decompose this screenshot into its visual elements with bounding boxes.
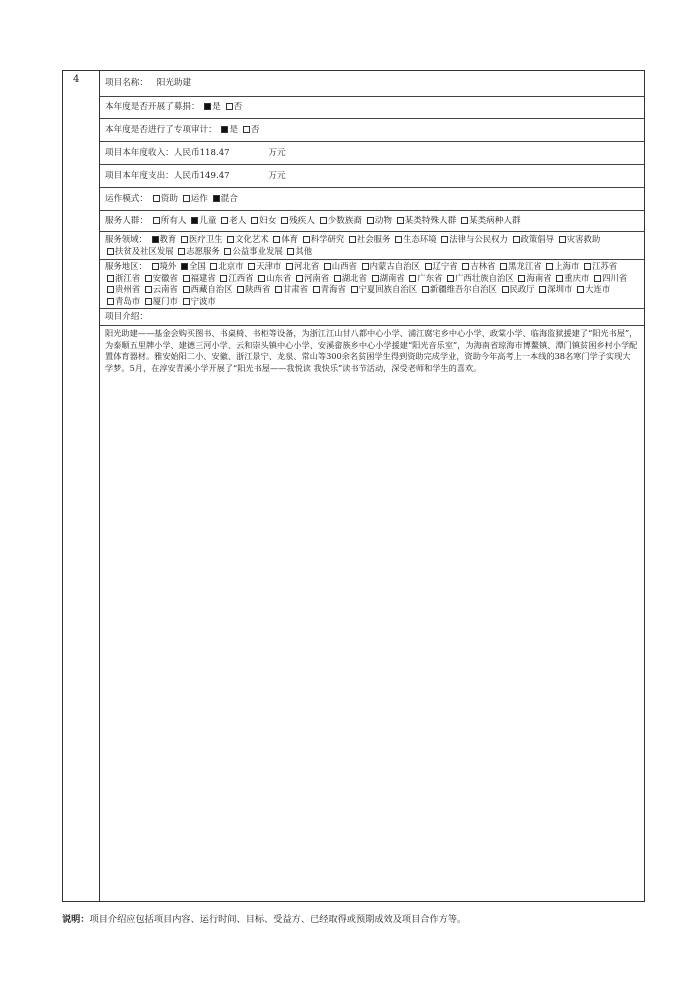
service-region-option-label: 厦门市 bbox=[152, 295, 178, 306]
service-region-option[interactable] bbox=[445, 273, 514, 283]
service-field-option[interactable] bbox=[225, 234, 269, 244]
footnote-text: 项目介绍应包括项目内容、运行时间、目标、受益方、已经取得或预期成效及项目合作方等。 bbox=[89, 914, 467, 925]
expense-row bbox=[105, 170, 286, 182]
checkbox-empty-icon bbox=[320, 217, 327, 224]
service-field-row bbox=[105, 234, 640, 257]
row-divider bbox=[100, 259, 644, 260]
service-population-option[interactable] bbox=[189, 216, 216, 226]
service-field-option-label: 生态环境 bbox=[403, 234, 437, 244]
checkbox-checked-icon bbox=[191, 217, 198, 224]
service-field-option[interactable] bbox=[511, 234, 555, 244]
service-field-option-label: 法律与公民权力 bbox=[449, 234, 508, 244]
service-region-option[interactable] bbox=[420, 284, 497, 294]
checkbox-empty-icon bbox=[556, 275, 563, 282]
service-region-option-label: 山东省 bbox=[266, 272, 292, 283]
service-region-option[interactable] bbox=[370, 273, 405, 283]
service-region-option[interactable] bbox=[150, 261, 177, 271]
service-region-option-label: 河北省 bbox=[293, 261, 320, 271]
service-region-option[interactable] bbox=[181, 273, 216, 283]
service-region-label: 服务地区： bbox=[105, 261, 147, 271]
service-region-option-label: 全国 bbox=[188, 261, 206, 271]
row-divider bbox=[100, 164, 644, 165]
checkbox-empty-icon bbox=[107, 248, 114, 255]
service-region-option-label: 安徽省 bbox=[152, 272, 178, 283]
service-region-option-label: 西藏自治区 bbox=[190, 284, 233, 294]
service-field-option-label: 扶贫及社区发展 bbox=[115, 245, 174, 256]
service-region-option-label: 吉林省 bbox=[470, 261, 496, 271]
service-region-option[interactable] bbox=[179, 261, 206, 271]
checkbox-checked-icon bbox=[204, 103, 211, 110]
checkbox-empty-icon bbox=[594, 275, 601, 282]
checkbox-empty-icon bbox=[546, 263, 553, 270]
service-region-option[interactable] bbox=[500, 284, 535, 294]
project-name-row bbox=[105, 77, 191, 89]
service-region-option[interactable] bbox=[311, 284, 346, 294]
service-region-option[interactable] bbox=[246, 261, 281, 271]
service-region-option[interactable] bbox=[273, 284, 308, 294]
expense-unit: 万元 bbox=[268, 171, 286, 181]
service-field-option[interactable] bbox=[557, 234, 601, 244]
service-region-option-label: 宁波市 bbox=[190, 295, 216, 306]
service-population-option-label: 妇女 bbox=[259, 216, 277, 226]
service-region-option-label: 浙江省 bbox=[115, 272, 141, 283]
checkbox-empty-icon bbox=[502, 286, 509, 293]
service-population-option-label: 所有人 bbox=[160, 216, 187, 226]
service-region-option[interactable] bbox=[575, 284, 610, 294]
service-population-option[interactable] bbox=[151, 216, 187, 226]
checkbox-empty-icon bbox=[251, 217, 258, 224]
operation-mode-option[interactable]: 资助 bbox=[151, 194, 178, 204]
service-region-option[interactable] bbox=[143, 273, 178, 283]
service-region-option[interactable] bbox=[360, 261, 420, 271]
checkbox-empty-icon bbox=[275, 286, 282, 293]
row-divider bbox=[100, 308, 644, 309]
checkbox-empty-icon bbox=[281, 217, 288, 224]
service-field-option[interactable] bbox=[150, 234, 177, 244]
service-region-option-label: 辽宁省 bbox=[432, 261, 458, 271]
row-divider bbox=[100, 141, 644, 142]
checkbox-checked-icon bbox=[181, 263, 188, 270]
service-region-option-label: 山西省 bbox=[331, 261, 357, 271]
service-region-option-label: 新疆维吾尔自治区 bbox=[429, 284, 497, 294]
income-amount: 118.47 bbox=[199, 148, 230, 158]
service-population-option-label: 动物 bbox=[374, 216, 392, 226]
service-population-option[interactable] bbox=[249, 216, 276, 226]
service-field-option-label: 其他 bbox=[295, 245, 313, 256]
service-region-option-label: 江苏省 bbox=[592, 261, 618, 271]
checkbox-empty-icon bbox=[397, 217, 404, 224]
checkbox-empty-icon bbox=[178, 248, 185, 255]
service-region-option[interactable] bbox=[284, 261, 319, 271]
checkbox-empty-icon bbox=[287, 248, 294, 255]
service-population-option-label: 儿童 bbox=[199, 216, 217, 226]
service-field-option-label: 体育 bbox=[281, 234, 299, 244]
service-region-option-label: 内蒙古自治区 bbox=[369, 261, 420, 271]
checkbox-empty-icon bbox=[224, 248, 231, 255]
fundraising-row bbox=[105, 101, 242, 113]
service-region-option-label: 海南省 bbox=[526, 272, 552, 283]
checkbox-empty-icon bbox=[324, 263, 331, 270]
checkbox-empty-icon bbox=[425, 263, 432, 270]
checkbox-empty-icon bbox=[462, 263, 469, 270]
service-region-option[interactable] bbox=[498, 261, 542, 271]
checkbox-empty-icon bbox=[500, 263, 507, 270]
row-divider bbox=[100, 118, 644, 119]
service-population-option[interactable] bbox=[219, 216, 246, 226]
project-name-value: 阳光助建 bbox=[156, 78, 192, 88]
service-field-option-label: 科学研究 bbox=[310, 234, 345, 244]
income-unit: 万元 bbox=[268, 148, 286, 158]
service-region-option-label: 河南省 bbox=[303, 272, 330, 283]
service-region-option[interactable] bbox=[294, 273, 329, 283]
expense-currency: 人民币 bbox=[173, 171, 200, 181]
checkbox-empty-icon bbox=[107, 298, 114, 305]
project-table bbox=[62, 70, 645, 902]
checkbox-empty-icon bbox=[153, 217, 160, 224]
service-region-option-label: 广东省 bbox=[417, 272, 443, 283]
fundraising-label: 本年度是否开展了募捐： bbox=[105, 102, 200, 112]
checkbox-checked-icon bbox=[152, 236, 159, 243]
checkbox-empty-icon bbox=[367, 217, 374, 224]
checkbox-empty-icon bbox=[145, 275, 152, 282]
checkbox-empty-icon bbox=[559, 236, 566, 243]
service-field-option[interactable] bbox=[301, 234, 345, 244]
service-field-option-label: 政策倡导 bbox=[520, 234, 555, 244]
service-field-option[interactable] bbox=[271, 234, 298, 244]
row-divider bbox=[100, 187, 644, 188]
income-currency: 人民币 bbox=[173, 148, 200, 158]
checkbox-empty-icon bbox=[422, 286, 429, 293]
service-region-option-label: 福建省 bbox=[190, 272, 216, 283]
service-region-option[interactable] bbox=[554, 273, 589, 283]
checkbox-empty-icon bbox=[183, 275, 190, 282]
operation-mode-option[interactable]: 运作 bbox=[181, 194, 208, 204]
service-region-option-label: 上海市 bbox=[554, 261, 580, 271]
service-field-option-label: 灾害救助 bbox=[566, 234, 601, 244]
service-population-row bbox=[105, 215, 521, 227]
service-region-option[interactable] bbox=[208, 261, 243, 271]
service-population-option[interactable] bbox=[365, 216, 392, 226]
checkbox-empty-icon bbox=[461, 217, 468, 224]
footnote-label: 说明： bbox=[62, 914, 90, 925]
checkbox-empty-icon bbox=[220, 275, 227, 282]
service-region-option[interactable] bbox=[544, 261, 579, 271]
service-region-option[interactable] bbox=[143, 284, 178, 294]
checkbox-empty-icon bbox=[584, 263, 591, 270]
checkbox-empty-icon bbox=[349, 236, 356, 243]
service-region-option-label: 境外 bbox=[159, 261, 177, 271]
checkbox-empty-icon bbox=[362, 263, 369, 270]
income-label: 项目本年度收入： bbox=[105, 148, 174, 158]
row-divider bbox=[100, 96, 644, 97]
checkbox-empty-icon bbox=[513, 236, 520, 243]
service-population-option-label: 某类特殊人群 bbox=[404, 216, 457, 226]
checkbox-empty-icon bbox=[210, 263, 217, 270]
row-number: 4 bbox=[73, 74, 80, 85]
audit-label: 本年度是否进行了专项审计： bbox=[105, 125, 217, 135]
checkbox-empty-icon bbox=[577, 286, 584, 293]
service-region-option-label: 天津市 bbox=[256, 261, 282, 271]
service-region-option-label: 陕西省 bbox=[245, 284, 271, 294]
service-population-label: 服务人群： bbox=[105, 216, 148, 226]
service-region-option-label: 民政厅 bbox=[509, 284, 535, 294]
checkbox-empty-icon bbox=[248, 263, 255, 270]
service-region-option[interactable] bbox=[582, 261, 617, 271]
service-region-option[interactable] bbox=[105, 284, 140, 294]
service-region-option[interactable] bbox=[592, 273, 627, 283]
checkbox-empty-icon bbox=[351, 286, 358, 293]
service-population-option[interactable] bbox=[395, 216, 457, 226]
checkbox-empty-icon bbox=[409, 275, 416, 282]
operation-mode-label: 运作模式： bbox=[105, 194, 148, 204]
service-population-option-label: 某类病种人群 bbox=[468, 216, 521, 226]
checkbox-empty-icon bbox=[273, 236, 280, 243]
service-field-option[interactable] bbox=[393, 234, 437, 244]
service-region-option-label: 湖南省 bbox=[379, 272, 405, 283]
checkbox-empty-icon bbox=[296, 275, 303, 282]
checkbox-empty-icon bbox=[539, 286, 546, 293]
service-region-option[interactable] bbox=[537, 284, 572, 294]
audit-row bbox=[105, 124, 259, 136]
service-region-option[interactable] bbox=[235, 284, 270, 294]
row-divider bbox=[100, 210, 644, 211]
checkbox-empty-icon bbox=[237, 286, 244, 293]
service-region-option-label: 四川省 bbox=[602, 272, 628, 283]
service-region-option[interactable] bbox=[218, 273, 253, 283]
service-population-option[interactable] bbox=[318, 216, 362, 226]
service-region-option-label: 甘肃省 bbox=[282, 284, 309, 294]
service-population-option-label: 老人 bbox=[229, 216, 247, 226]
service-region-option[interactable] bbox=[143, 296, 178, 306]
service-region-option[interactable] bbox=[423, 261, 458, 271]
checkbox-empty-icon bbox=[518, 275, 525, 282]
service-region-option-label: 重庆市 bbox=[564, 272, 590, 283]
checkbox-empty-icon bbox=[334, 275, 341, 282]
service-region-row bbox=[105, 261, 640, 307]
service-region-option-label: 广西壮族自治区 bbox=[455, 272, 514, 283]
service-region-option[interactable] bbox=[322, 261, 357, 271]
service-field-option[interactable] bbox=[105, 246, 174, 256]
service-field-option[interactable] bbox=[347, 234, 391, 244]
footnote bbox=[62, 911, 466, 925]
checkbox-empty-icon bbox=[447, 275, 454, 282]
checkbox-empty-icon bbox=[107, 275, 114, 282]
income-row bbox=[105, 147, 286, 159]
audit-option-yes[interactable]: 是 bbox=[219, 125, 238, 135]
checkbox-empty-icon bbox=[395, 236, 402, 243]
row-divider bbox=[100, 325, 644, 326]
checkbox-empty-icon bbox=[243, 126, 250, 133]
service-region-option-label: 贵州省 bbox=[115, 284, 141, 294]
checkbox-empty-icon bbox=[183, 195, 190, 202]
intro-text: 阳光助建——基金会购买图书、书桌椅、书柜等设备，为浙江江山甘八都中心小学、浦江腐宅乡中心小学、政棠小学、临海监狱援建了“阳光书屋”，为泰顺五里牌小学、建德三河小学、云和崇头镇中心小学、安溪畲族乡中心小学援建“阳光音乐室”，为海南省琼海市博鳌镇、潭门镇贫困乡村小学配置体育器材。雅安始阳二小、安徽、浙江景宁、龙泉、常山等300余名贫困学生得到资助完成学业，资助今年高考上一本线的38名寒门学子实现大学梦。5月，在淳安青溪小学开展了“阳光书屋——我悦读 我快乐”读书节活动，深受老师和学生的喜欢。 bbox=[105, 328, 638, 373]
checkbox-empty-icon bbox=[286, 263, 293, 270]
service-region-option[interactable] bbox=[332, 273, 367, 283]
service-region-option-label: 湖北省 bbox=[341, 272, 367, 283]
service-region-option-label: 江西省 bbox=[228, 272, 254, 283]
service-region-option-label: 大连市 bbox=[585, 284, 611, 294]
service-population-option-label: 少数族裔 bbox=[327, 216, 362, 226]
checkbox-empty-icon bbox=[441, 236, 448, 243]
checkbox-empty-icon bbox=[145, 298, 152, 305]
service-region-option[interactable] bbox=[407, 273, 442, 283]
service-region-option-label: 深圳市 bbox=[547, 284, 573, 294]
service-field-option[interactable] bbox=[179, 234, 223, 244]
checkbox-empty-icon bbox=[372, 275, 379, 282]
service-field-label: 服务领域： bbox=[105, 234, 147, 244]
checkbox-empty-icon bbox=[221, 217, 228, 224]
checkbox-empty-icon bbox=[153, 195, 160, 202]
service-region-option-label: 黑龙江省 bbox=[508, 261, 542, 271]
checkbox-empty-icon bbox=[227, 236, 234, 243]
service-region-option[interactable] bbox=[105, 273, 140, 283]
operation-mode-option[interactable]: 混合 bbox=[211, 194, 238, 204]
service-region-option[interactable] bbox=[181, 284, 233, 294]
service-region-option[interactable] bbox=[516, 273, 551, 283]
checkbox-checked-icon bbox=[213, 195, 220, 202]
service-region-option[interactable] bbox=[256, 273, 291, 283]
service-field-option[interactable] bbox=[439, 234, 508, 244]
checkbox-empty-icon bbox=[152, 263, 159, 270]
checkbox-empty-icon bbox=[226, 103, 233, 110]
service-region-option[interactable] bbox=[181, 296, 216, 306]
service-region-option-label: 北京市 bbox=[218, 261, 244, 271]
row-divider bbox=[100, 231, 644, 232]
service-field-option-label: 公益事业发展 bbox=[232, 245, 283, 256]
service-field-option[interactable] bbox=[176, 246, 220, 256]
service-field-option-label: 志愿服务 bbox=[186, 245, 220, 256]
service-field-option-label: 医疗卫生 bbox=[188, 234, 223, 244]
operation-mode-row bbox=[105, 193, 238, 205]
checkbox-empty-icon bbox=[107, 286, 114, 293]
row-number-column bbox=[63, 71, 100, 901]
service-field-option-label: 社会服务 bbox=[356, 234, 391, 244]
service-field-option[interactable] bbox=[222, 246, 282, 256]
service-region-option-label: 云南省 bbox=[152, 284, 178, 294]
expense-label: 项目本年度支出： bbox=[105, 171, 174, 181]
audit-option-no[interactable]: 否 bbox=[241, 125, 260, 135]
service-region-option[interactable] bbox=[349, 284, 418, 294]
service-population-option[interactable] bbox=[459, 216, 521, 226]
expense-amount: 149.47 bbox=[199, 171, 230, 181]
intro-label: 项目介绍： bbox=[105, 312, 148, 322]
service-field-option-label: 教育 bbox=[159, 234, 177, 244]
checkbox-empty-icon bbox=[183, 286, 190, 293]
service-population-option-label: 残疾人 bbox=[289, 216, 315, 226]
service-field-option[interactable] bbox=[285, 246, 312, 256]
service-region-option[interactable] bbox=[105, 296, 140, 306]
checkbox-empty-icon bbox=[258, 275, 265, 282]
checkbox-empty-icon bbox=[303, 236, 310, 243]
service-field-option-label: 文化艺术 bbox=[235, 234, 269, 244]
checkbox-empty-icon bbox=[313, 286, 320, 293]
service-region-option-label: 宁夏回族自治区 bbox=[358, 284, 418, 294]
service-population-option[interactable] bbox=[279, 216, 315, 226]
service-region-option-label: 青海省 bbox=[320, 284, 346, 294]
service-region-option-label: 青岛市 bbox=[115, 295, 141, 306]
checkbox-checked-icon bbox=[221, 126, 228, 133]
fundraising-option-no[interactable]: 否 bbox=[224, 102, 243, 112]
checkbox-empty-icon bbox=[145, 286, 152, 293]
fundraising-option-yes[interactable]: 是 bbox=[202, 102, 221, 112]
checkbox-empty-icon bbox=[181, 236, 188, 243]
project-name-label: 项目名称： bbox=[105, 78, 148, 88]
service-region-option[interactable] bbox=[460, 261, 495, 271]
checkbox-empty-icon bbox=[183, 298, 190, 305]
